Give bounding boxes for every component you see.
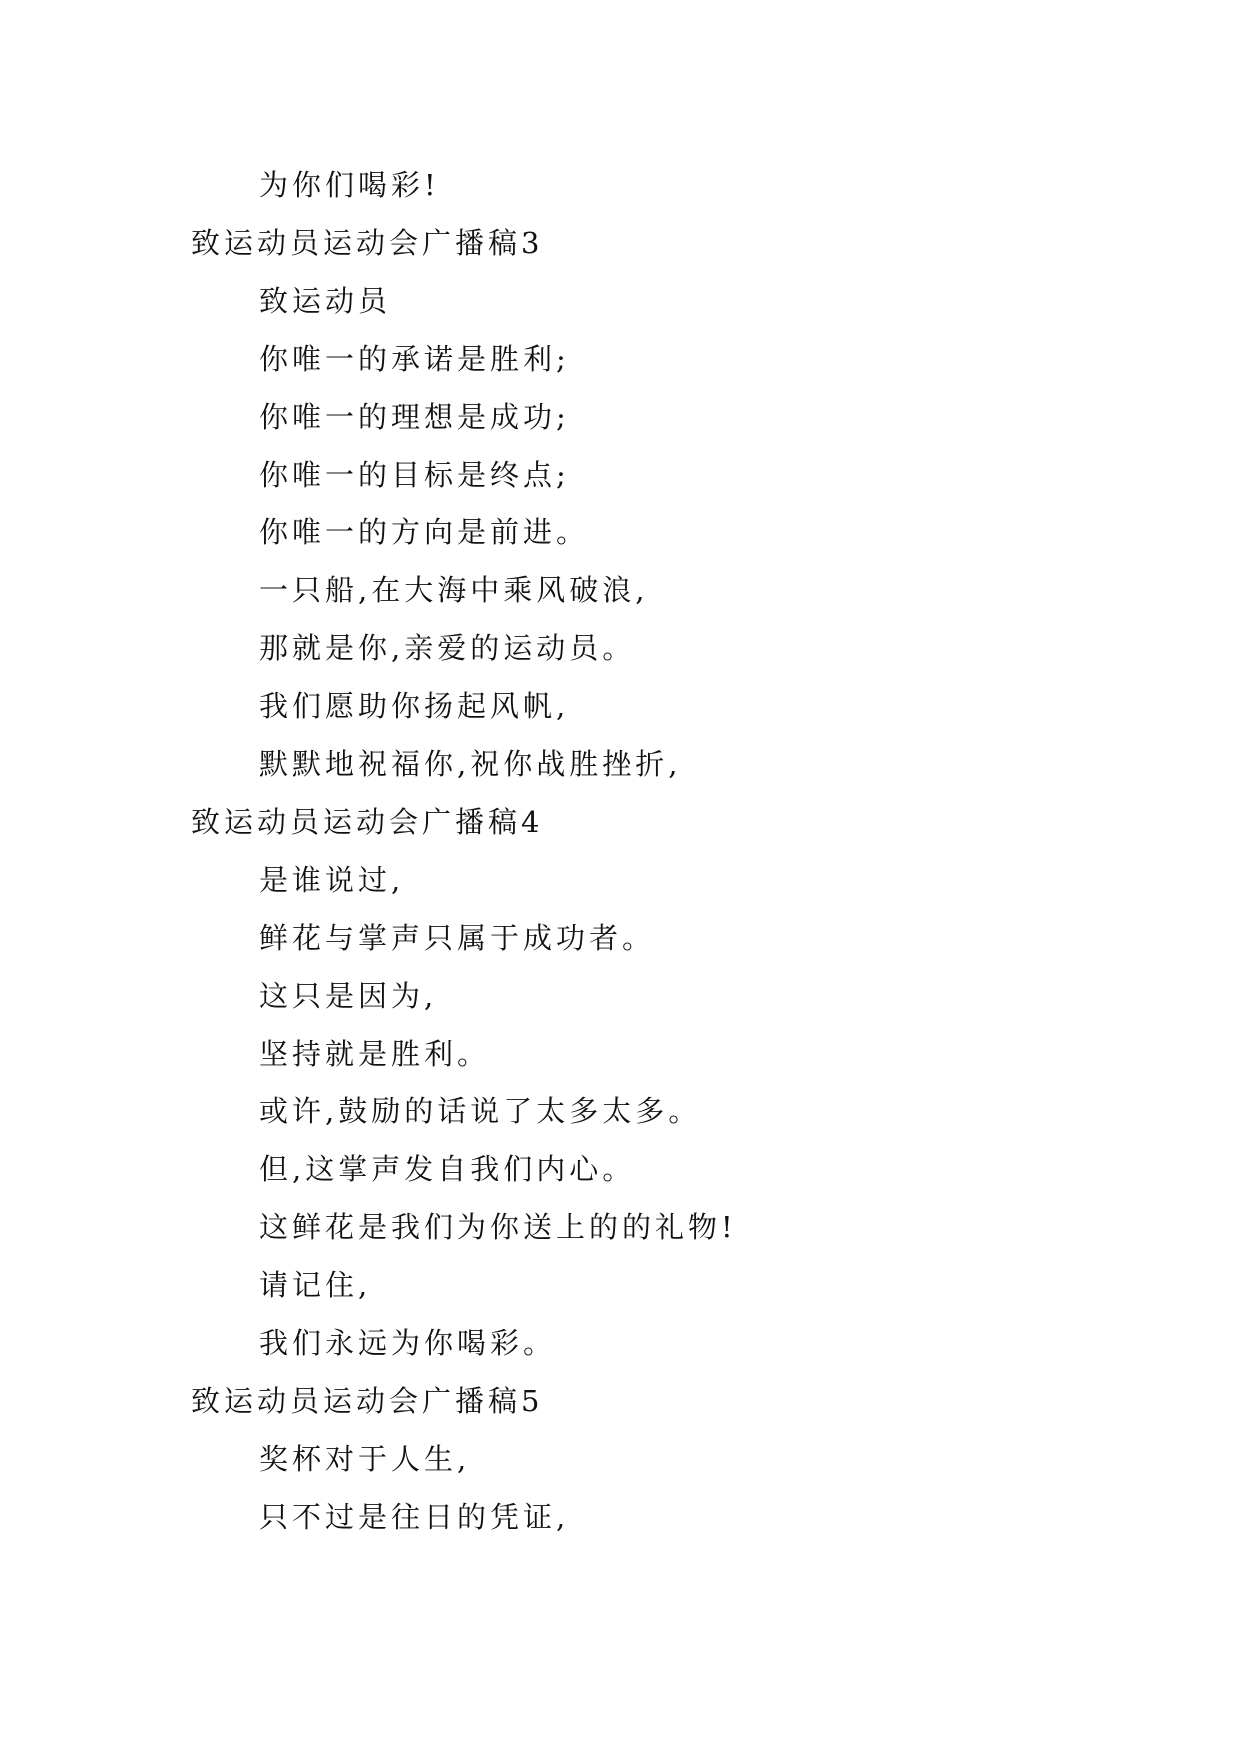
body-line: 一只船,在大海中乘风破浪, xyxy=(259,573,649,607)
body-line: 是谁说过, xyxy=(259,863,405,897)
body-line: 这只是因为, xyxy=(259,979,438,1013)
section-heading: 致运动员运动会广播稿4 xyxy=(191,805,544,839)
section-heading: 致运动员运动会广播稿5 xyxy=(191,1384,544,1418)
body-line: 你唯一的方向是前进。 xyxy=(259,515,590,549)
body-line: 请记住, xyxy=(259,1268,372,1302)
body-line: 那就是你,亲爱的运动员。 xyxy=(259,631,636,665)
body-line: 我们永远为你喝彩。 xyxy=(259,1326,557,1360)
body-line: 只不过是往日的凭证, xyxy=(259,1500,570,1534)
body-line: 或许,鼓励的话说了太多太多。 xyxy=(259,1094,702,1128)
body-line: 鲜花与掌声只属于成功者。 xyxy=(259,921,656,955)
body-line: 你唯一的承诺是胜利; xyxy=(259,342,570,376)
body-line: 默默地祝福你,祝你战胜挫折, xyxy=(259,747,682,781)
body-line: 奖杯对于人生, xyxy=(259,1442,471,1476)
body-line: 致运动员 xyxy=(259,284,392,318)
body-line: 你唯一的目标是终点; xyxy=(259,458,570,492)
section-heading: 致运动员运动会广播稿3 xyxy=(191,226,544,260)
body-line: 但,这掌声发自我们内心。 xyxy=(259,1152,636,1186)
body-line: 为你们喝彩! xyxy=(259,168,440,202)
body-line: 坚持就是胜利。 xyxy=(259,1037,491,1071)
body-line: 这鲜花是我们为你送上的的礼物! xyxy=(259,1210,737,1244)
body-line: 我们愿助你扬起风帆, xyxy=(259,689,570,723)
body-line: 你唯一的理想是成功; xyxy=(259,400,570,434)
